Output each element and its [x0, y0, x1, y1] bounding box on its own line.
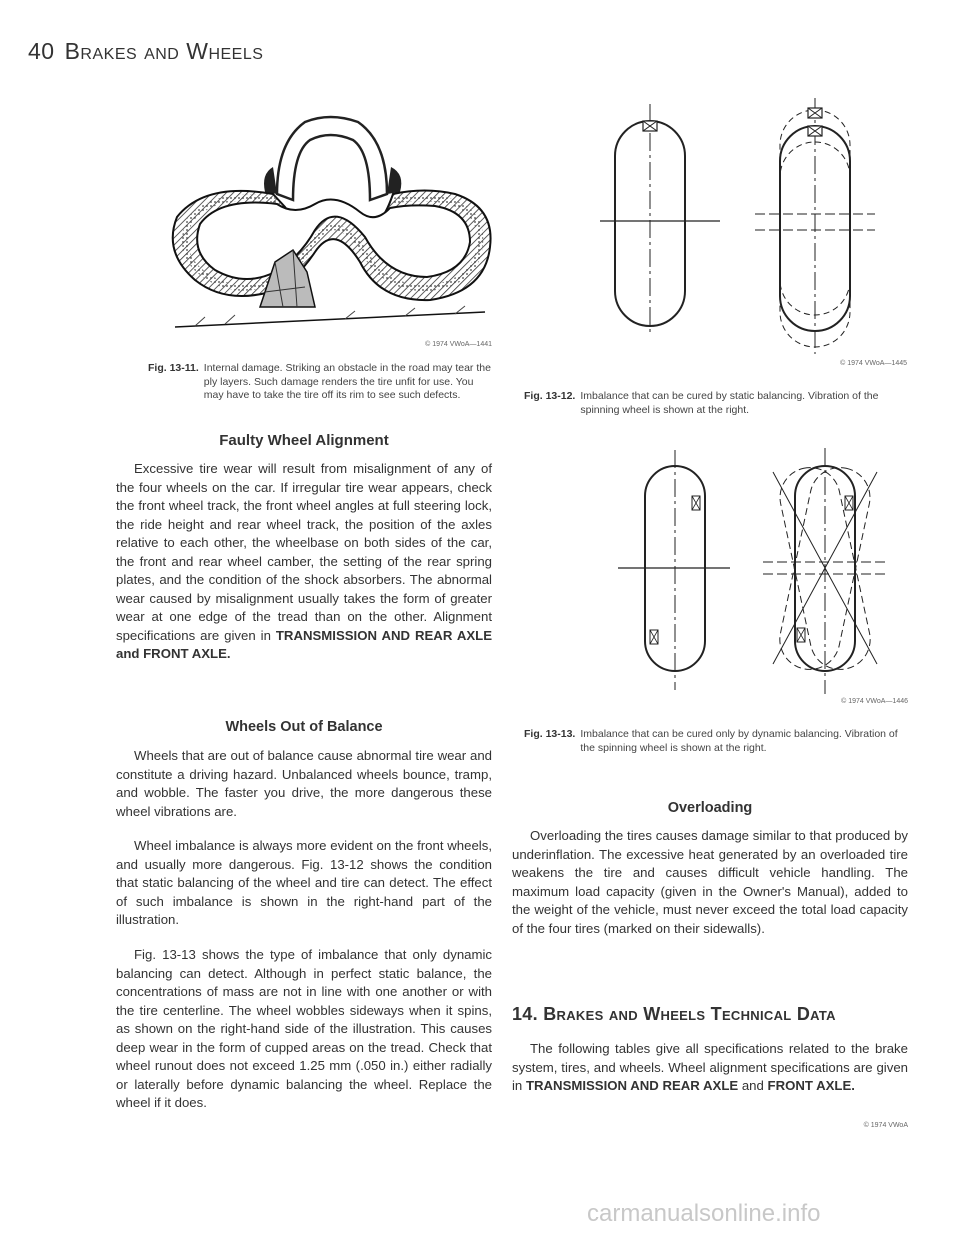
tech-data-mid: and [738, 1078, 768, 1093]
paragraph-alignment-bold: TRANSMISSION AND REAR AXLE and FRONT AXLE. [116, 627, 493, 661]
tech-data-bold-1: TRANSMISSION AND REAR AXLE [525, 1078, 739, 1093]
chapter-title: Brakes and Wheels [64, 38, 264, 64]
heading-technical-data [512, 1004, 908, 1025]
paragraph-balance-2: Wheel imbalance is always more evident on the front wheels, and usually more dangerous. Fig. 13-12 shows the condition that static balancing of the wheel and tire can detect. The effect of such imbalance is shown in the right-hand part of the illustration. [116, 838, 492, 927]
heading-overloading: Overloading [667, 800, 753, 816]
tech-data-credit: © 1974 VWoA [863, 1122, 908, 1129]
paragraph-balance-3: Fig. 13-13 shows the type of imbalance that only dynamic balancing can detect. Although in perfect static balance, the concentrations of mass are not in line with one another or with the tire centerline. The wheel wobbles sideways when it spins, as shown on the right-hand side of the illustration. This causes deep wear in the form of cupped areas on the tread. Check that wheel runout does not exceed 1.25 mm (.050 in.) either radially or laterally before dynamic balancing the wheel. Replace the wheel if it does. [116, 947, 492, 1110]
heading-faulty-wheel-alignment: Faulty Wheel Alignment [219, 432, 389, 449]
figure-13-11-caption [148, 362, 493, 403]
figure-13-13-caption-text: Imbalance that can be cured only by dynamic balancing. Vibration of the spinning wheel is shown at the right. [580, 728, 898, 754]
page-number: 40 [28, 38, 55, 64]
figure-13-11-label: Fig. 13-11. [148, 362, 199, 374]
figure-13-13-caption [524, 728, 908, 755]
figure-13-11-caption-text: Internal damage. Striking an obstacle in the road may tear the ply layers. Such damage renders the tire unfit for use. You may have to take the tire off its rim to see such defects. [203, 362, 491, 401]
tire-cross-section-illustration [165, 112, 500, 337]
section-title: Brakes and Wheels Technical Data [543, 1004, 836, 1024]
figure-13-12-caption [524, 390, 908, 417]
page-header [28, 38, 263, 65]
paragraph-alignment-text: Excessive tire wear will result from misalignment of any of the four wheels on the car. If irregular tire wear appears, check the front wheel track, the front wheel angles at full steering lock, the ride height and rear wheel track, the position of the axles relative to each other, the wheelbase on both sides of the car, the front and rear wheel camber, the setting of the rear spring plates, and the condition of the shock absorbers. The abnormal wear caused by misalignment usually takes the form of greater wear at one edge of the tread than on the other. Alignment specifications are given in [116, 461, 492, 643]
figure-13-13-label: Fig. 13-13. [524, 728, 576, 740]
figure-13-12-caption-text: Imbalance that can be cured by static balancing. Vibration of the spinning wheel is shown at the right. [580, 390, 879, 416]
watermark: carmanualsonline.info [587, 1200, 821, 1227]
tech-data-text: The following tables give all specifications related to the brake system, tires, and wheels. Wheel alignment specifications are given in [512, 1041, 908, 1093]
figure-13-12-credit: © 1974 VWoA—1445 [840, 360, 907, 367]
dynamic-imbalance-diagram [600, 448, 900, 698]
tech-data-bold-2: FRONT AXLE. [767, 1078, 855, 1093]
paragraph-technical-data [512, 1040, 908, 1096]
static-imbalance-diagram [590, 96, 890, 358]
heading-wheels-out-of-balance: Wheels Out of Balance [225, 719, 383, 735]
figure-13-13-credit: © 1974 VWoA—1446 [841, 698, 908, 705]
figure-13-13-dynamic-imbalance [600, 448, 900, 698]
section-number: 14. [512, 1004, 538, 1024]
figure-13-12-label: Fig. 13-12. [524, 390, 576, 402]
paragraph-alignment [116, 460, 492, 664]
figure-13-12-static-imbalance [590, 96, 890, 358]
figure-13-11-tire-damage [165, 112, 500, 337]
figure-13-11-credit: © 1974 VWoA—1441 [425, 341, 492, 348]
paragraph-balance-1: Wheels that are out of balance cause abnormal tire wear and constitute a driving hazard. Unbalanced wheels bounce, tramp, and wobble. The faster you drive, the more dangerous these wheel vibrations are. [116, 748, 492, 819]
paragraph-overloading: Overloading the tires causes damage similar to that produced by underinflation. The excessive heat generated by an overloaded tire weakens the tire and causes difficult vehicle handling. The maximum load capacity (given in the Owner's Manual), added to the weight of the vehicle, must never exceed the total load capacity of the four tires (marked on their sidewalls). [512, 828, 908, 936]
